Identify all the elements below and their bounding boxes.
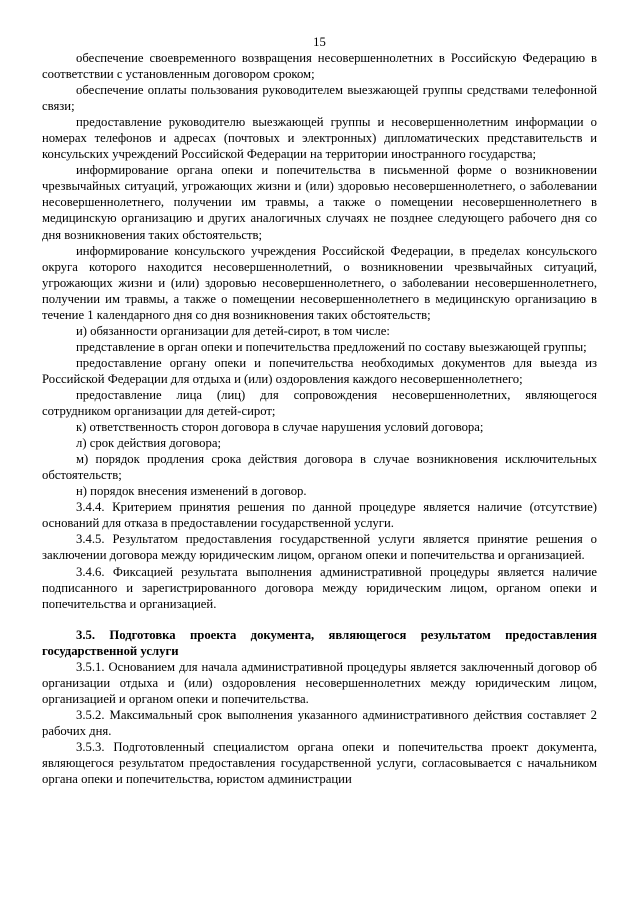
section-spacer [42, 612, 597, 627]
document-body [42, 50, 597, 787]
paragraph: обеспечение оплаты пользования руководителем выезжающей группы средствами телефонной связи; [42, 83, 597, 114]
clause-3-5-2: 3.5.2. Максимальный срок выполнения указанного административного действия составляет 2 рабочих дня. [42, 707, 597, 738]
paragraph: информирование консульского учреждения Российской Федерации, в пределах консульского округа которого находится несовершеннолетний, о возникновении чрезвычайных ситуаций, угрожающих жизни и (или) здоровью несовершеннолетнего, о заболевании несовершеннолетнего, получении им травмы, а также о помещении несовершеннолетнего в медицинскую организацию в течение 1 календарного дня со дня возникновения таких обстоятельств; [42, 243, 597, 322]
section-heading: 3.5. Подготовка проекта документа, являющегося результатом предоставления государственной услуги [42, 627, 597, 658]
paragraph: обеспечение своевременного возвращения несовершеннолетних в Российскую Федерацию в соответствии с установленным договором сроком; [42, 51, 597, 82]
page-number: 15 [313, 35, 326, 49]
paragraph: предоставление лица (лиц) для сопровождения несовершеннолетних, являющегося сотрудником организации для детей-сирот; [42, 387, 597, 419]
list-item: н) порядок внесения изменений в договор. [76, 484, 307, 499]
clause-3-4-4: 3.4.4. Критерием принятия решения по данной процедуре является наличие (отсутствие) оснований для отказа в предоставлении государственной услуги. [42, 500, 597, 531]
clause-3-4-5: 3.4.5. Результатом предоставления государственной услуги является принятие решения о заключении договора между юридическим лицом, органом опеки и попечительства и организацией. [42, 532, 597, 563]
paragraph: предоставление руководителю выезжающей группы и несовершеннолетним информации о номерах телефонов и адресах (почтовых и электронных) дипломатических представительств и консульских учреждений Российской Федерации на территории иностранного государства; [42, 115, 597, 162]
list-item: л) срок действия договора; [76, 436, 222, 451]
list-item: к) ответственность сторон договора в случае нарушения условий договора; [76, 420, 484, 435]
clause-3-5-1: 3.5.1. Основанием для начала административной процедуры является заключенный договор об организации отдыха и (или) оздоровления несовершеннолетних между юридическим лицом, организацией и органом опеки и попечительства. [42, 659, 597, 706]
paragraph: информирование органа опеки и попечительства в письменной форме о возникновении чрезвычайных ситуаций, угрожающих жизни и (или) здоровью несовершеннолетнего, о заболевании несовершеннолетнего, получении им травмы, а также о помещении несовершеннолетнего в медицинскую организацию и других аналогичных случаях не позднее следующего рабочего дня со дня возникновения таких обстоятельств; [42, 163, 597, 242]
list-item: м) порядок продления срока действия договора в случае возникновения исключительных обстоятельств; [42, 452, 597, 483]
clause-3-5-3: 3.5.3. Подготовленный специалистом органа опеки и попечительства проект документа, являющегося результатом предоставления государственной услуги, согласовывается с начальником органа опеки и попечительства, юристом администрации [42, 739, 597, 787]
clause-3-4-6: 3.4.6. Фиксацией результата выполнения административной процедуры является наличие подписанного и зарегистрированного договора между юридическим лицом, органом опеки и попечительства и организацией. [42, 564, 597, 611]
paragraph: предоставление органу опеки и попечительства необходимых документов для выезда из Российской Федерации для отдыха и (или) оздоровления каждого несовершеннолетнего; [42, 355, 597, 386]
paragraph: представление в орган опеки и попечительства предложений по составу выезжающей группы; [76, 339, 587, 354]
list-item: и) обязанности организации для детей-сирот, в том числе: [76, 323, 390, 338]
